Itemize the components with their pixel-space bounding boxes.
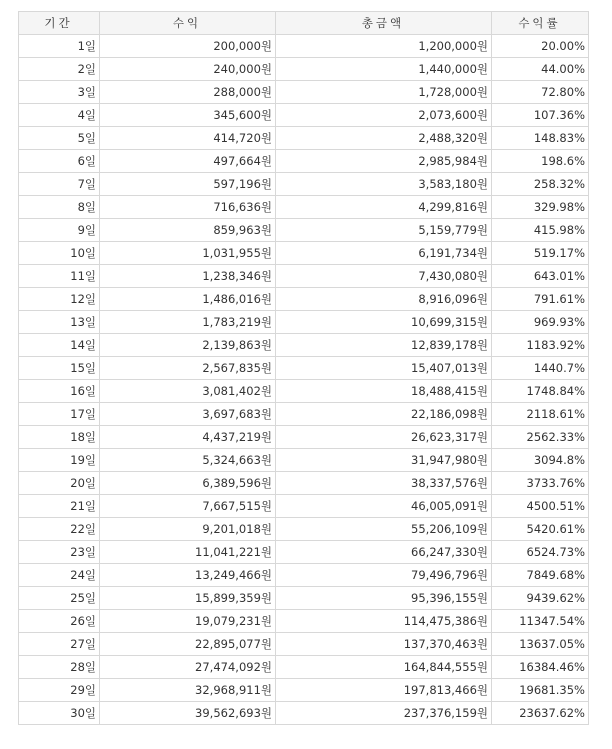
table-row: [19, 541, 589, 564]
cell-profit: 11,041,221원: [100, 541, 276, 564]
table-row: [19, 679, 589, 702]
cell-total-amount: 1,728,000원: [276, 81, 492, 104]
cell-return-rate: 791.61%: [492, 288, 589, 311]
table-row: [19, 495, 589, 518]
cell-return-rate: 19681.35%: [492, 679, 589, 702]
cell-profit: 5,324,663원: [100, 449, 276, 472]
cell-return-rate: 198.6%: [492, 150, 589, 173]
cell-profit: 2,139,863원: [100, 334, 276, 357]
table-row: [19, 587, 589, 610]
cell-period: 1일: [19, 35, 100, 58]
cell-total-amount: 66,247,330원: [276, 541, 492, 564]
table-row: [19, 610, 589, 633]
cell-return-rate: 2562.33%: [492, 426, 589, 449]
table-row: [19, 265, 589, 288]
cell-total-amount: 31,947,980원: [276, 449, 492, 472]
cell-total-amount: 79,496,796원: [276, 564, 492, 587]
table-row: [19, 702, 589, 725]
cell-profit: 9,201,018원: [100, 518, 276, 541]
table-row: [19, 633, 589, 656]
cell-return-rate: 5420.61%: [492, 518, 589, 541]
cell-return-rate: 16384.46%: [492, 656, 589, 679]
cell-profit: 414,720원: [100, 127, 276, 150]
cell-profit: 1,238,346원: [100, 265, 276, 288]
cell-period: 10일: [19, 242, 100, 265]
table-row: [19, 35, 589, 58]
cell-profit: 6,389,596원: [100, 472, 276, 495]
cell-period: 27일: [19, 633, 100, 656]
cell-period: 25일: [19, 587, 100, 610]
header-total-amount: 총금액: [276, 12, 492, 35]
cell-return-rate: 1440.7%: [492, 357, 589, 380]
cell-period: 18일: [19, 426, 100, 449]
cell-period: 26일: [19, 610, 100, 633]
cell-profit: 345,600원: [100, 104, 276, 127]
cell-return-rate: 72.80%: [492, 81, 589, 104]
cell-profit: 15,899,359원: [100, 587, 276, 610]
cell-return-rate: 2118.61%: [492, 403, 589, 426]
cell-period: 16일: [19, 380, 100, 403]
cell-profit: 22,895,077원: [100, 633, 276, 656]
cell-total-amount: 26,623,317원: [276, 426, 492, 449]
table-row: [19, 380, 589, 403]
cell-return-rate: 9439.62%: [492, 587, 589, 610]
table-row: [19, 104, 589, 127]
table-row: [19, 242, 589, 265]
table-row: [19, 472, 589, 495]
cell-period: 29일: [19, 679, 100, 702]
cell-period: 13일: [19, 311, 100, 334]
cell-profit: 1,486,016원: [100, 288, 276, 311]
cell-return-rate: 4500.51%: [492, 495, 589, 518]
table-row: [19, 219, 589, 242]
table-row: [19, 564, 589, 587]
cell-total-amount: 5,159,779원: [276, 219, 492, 242]
cell-profit: 4,437,219원: [100, 426, 276, 449]
cell-return-rate: 20.00%: [492, 35, 589, 58]
cell-period: 12일: [19, 288, 100, 311]
cell-period: 6일: [19, 150, 100, 173]
cell-period: 4일: [19, 104, 100, 127]
table-row: [19, 288, 589, 311]
header-period: 기간: [19, 12, 100, 35]
cell-return-rate: 643.01%: [492, 265, 589, 288]
table-row: [19, 173, 589, 196]
cell-return-rate: 969.93%: [492, 311, 589, 334]
table-row: [19, 449, 589, 472]
table-row: [19, 81, 589, 104]
cell-period: 23일: [19, 541, 100, 564]
cell-profit: 3,697,683원: [100, 403, 276, 426]
table-row: [19, 196, 589, 219]
cell-return-rate: 3094.8%: [492, 449, 589, 472]
cell-period: 9일: [19, 219, 100, 242]
cell-total-amount: 8,916,096원: [276, 288, 492, 311]
cell-period: 28일: [19, 656, 100, 679]
cell-total-amount: 55,206,109원: [276, 518, 492, 541]
cell-profit: 716,636원: [100, 196, 276, 219]
cell-total-amount: 22,186,098원: [276, 403, 492, 426]
cell-profit: 200,000원: [100, 35, 276, 58]
cell-period: 7일: [19, 173, 100, 196]
table-row: [19, 150, 589, 173]
cell-profit: 27,474,092원: [100, 656, 276, 679]
cell-return-rate: 3733.76%: [492, 472, 589, 495]
table-row: [19, 518, 589, 541]
cell-period: 11일: [19, 265, 100, 288]
table-row: [19, 357, 589, 380]
cell-period: 22일: [19, 518, 100, 541]
cell-profit: 2,567,835원: [100, 357, 276, 380]
table-row: [19, 58, 589, 81]
cell-profit: 19,079,231원: [100, 610, 276, 633]
cell-profit: 39,562,693원: [100, 702, 276, 725]
cell-total-amount: 4,299,816원: [276, 196, 492, 219]
cell-total-amount: 3,583,180원: [276, 173, 492, 196]
cell-period: 2일: [19, 58, 100, 81]
cell-total-amount: 164,844,555원: [276, 656, 492, 679]
cell-profit: 240,000원: [100, 58, 276, 81]
cell-return-rate: 23637.62%: [492, 702, 589, 725]
cell-return-rate: 415.98%: [492, 219, 589, 242]
cell-return-rate: 148.83%: [492, 127, 589, 150]
cell-total-amount: 137,370,463원: [276, 633, 492, 656]
cell-profit: 497,664원: [100, 150, 276, 173]
cell-period: 8일: [19, 196, 100, 219]
cell-return-rate: 7849.68%: [492, 564, 589, 587]
cell-total-amount: 15,407,013원: [276, 357, 492, 380]
table-body: [19, 35, 589, 725]
cell-return-rate: 1748.84%: [492, 380, 589, 403]
compound-profit-table: [18, 11, 589, 725]
cell-total-amount: 2,073,600원: [276, 104, 492, 127]
cell-profit: 7,667,515원: [100, 495, 276, 518]
table-row: [19, 127, 589, 150]
cell-total-amount: 1,440,000원: [276, 58, 492, 81]
cell-return-rate: 258.32%: [492, 173, 589, 196]
cell-total-amount: 12,839,178원: [276, 334, 492, 357]
cell-total-amount: 2,985,984원: [276, 150, 492, 173]
cell-total-amount: 197,813,466원: [276, 679, 492, 702]
table-row: [19, 426, 589, 449]
cell-return-rate: 519.17%: [492, 242, 589, 265]
cell-return-rate: 6524.73%: [492, 541, 589, 564]
table-row: [19, 334, 589, 357]
cell-total-amount: 2,488,320원: [276, 127, 492, 150]
cell-return-rate: 44.00%: [492, 58, 589, 81]
cell-profit: 13,249,466원: [100, 564, 276, 587]
profit-table-container: [18, 11, 589, 725]
cell-period: 30일: [19, 702, 100, 725]
cell-total-amount: 95,396,155원: [276, 587, 492, 610]
cell-period: 14일: [19, 334, 100, 357]
table-row: [19, 403, 589, 426]
cell-return-rate: 11347.54%: [492, 610, 589, 633]
header-profit: 수익: [100, 12, 276, 35]
cell-total-amount: 6,191,734원: [276, 242, 492, 265]
cell-profit: 597,196원: [100, 173, 276, 196]
cell-period: 17일: [19, 403, 100, 426]
cell-total-amount: 10,699,315원: [276, 311, 492, 334]
cell-profit: 1,783,219원: [100, 311, 276, 334]
cell-total-amount: 46,005,091원: [276, 495, 492, 518]
cell-period: 24일: [19, 564, 100, 587]
cell-return-rate: 107.36%: [492, 104, 589, 127]
cell-return-rate: 1183.92%: [492, 334, 589, 357]
cell-return-rate: 13637.05%: [492, 633, 589, 656]
cell-total-amount: 38,337,576원: [276, 472, 492, 495]
cell-total-amount: 114,475,386원: [276, 610, 492, 633]
cell-period: 21일: [19, 495, 100, 518]
cell-profit: 1,031,955원: [100, 242, 276, 265]
cell-period: 19일: [19, 449, 100, 472]
cell-total-amount: 1,200,000원: [276, 35, 492, 58]
cell-period: 20일: [19, 472, 100, 495]
cell-total-amount: 237,376,159원: [276, 702, 492, 725]
cell-profit: 859,963원: [100, 219, 276, 242]
cell-profit: 3,081,402원: [100, 380, 276, 403]
cell-return-rate: 329.98%: [492, 196, 589, 219]
cell-period: 15일: [19, 357, 100, 380]
table-row: [19, 311, 589, 334]
cell-total-amount: 7,430,080원: [276, 265, 492, 288]
cell-profit: 32,968,911원: [100, 679, 276, 702]
header-return-rate: 수익률: [492, 12, 589, 35]
table-row: [19, 656, 589, 679]
cell-period: 3일: [19, 81, 100, 104]
cell-total-amount: 18,488,415원: [276, 380, 492, 403]
table-header-row: [19, 12, 589, 35]
cell-period: 5일: [19, 127, 100, 150]
cell-profit: 288,000원: [100, 81, 276, 104]
